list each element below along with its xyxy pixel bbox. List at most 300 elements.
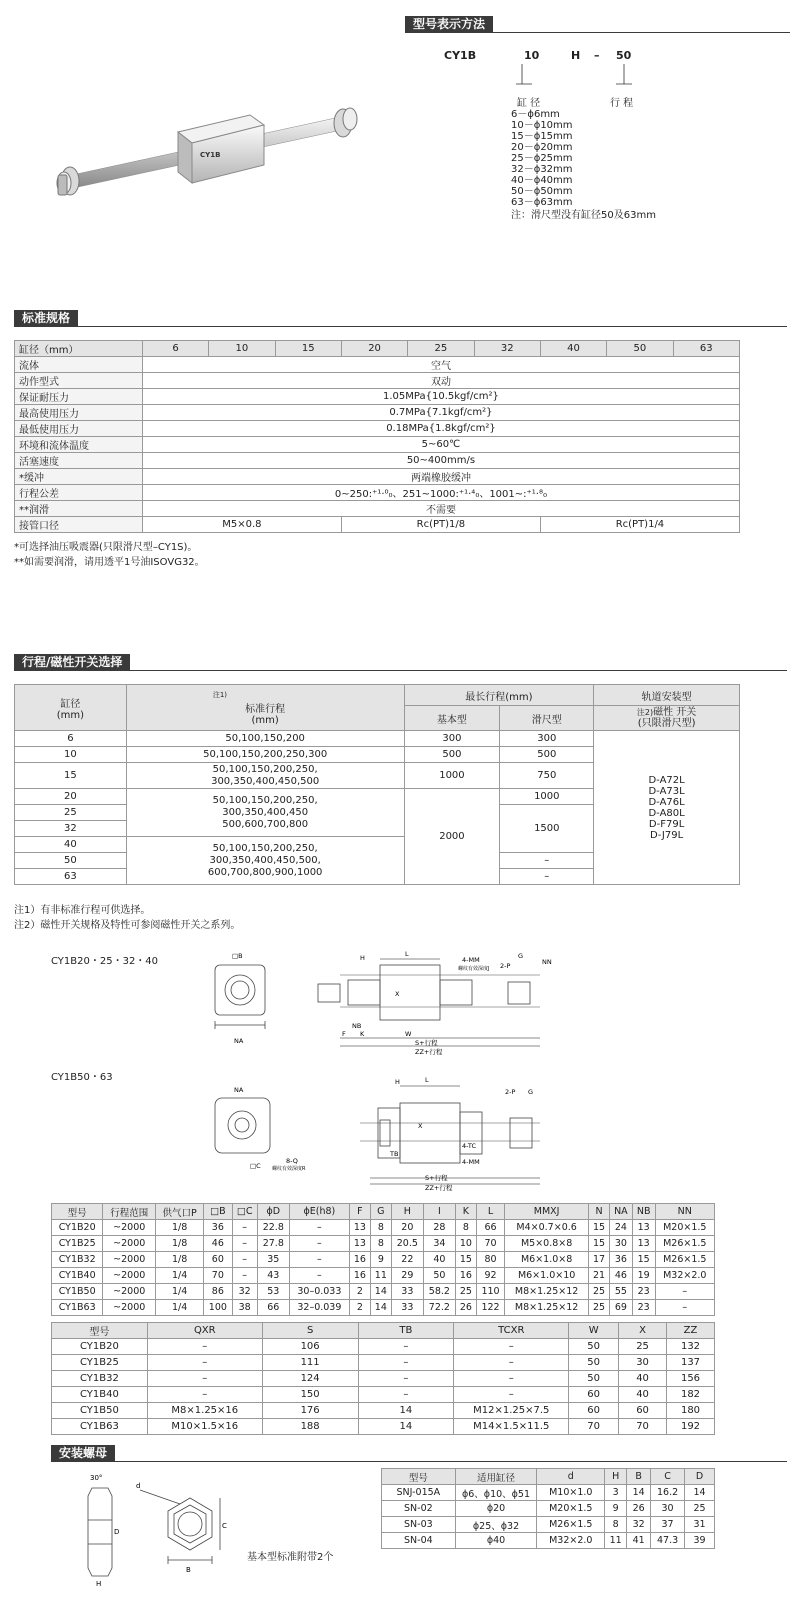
table-row <box>52 1284 715 1300</box>
cell: 70 <box>476 1236 504 1252</box>
cell: 30–0.033 <box>289 1284 349 1300</box>
dim-label: X <box>418 1122 423 1130</box>
cell: 1/4 <box>156 1284 204 1300</box>
cell: 36 <box>609 1252 632 1268</box>
header-cell: W <box>569 1323 619 1339</box>
table-row <box>15 517 740 533</box>
header-cell: 基本型 <box>404 706 500 731</box>
section-title: 行程/磁性开关选择 <box>14 654 130 670</box>
table-row <box>52 1371 715 1387</box>
cell: M6×1.0×8 <box>505 1252 589 1268</box>
cell: – <box>289 1220 349 1236</box>
cell: 25 <box>589 1300 610 1316</box>
cell: CY1B50 <box>52 1403 148 1419</box>
dim-label: G <box>518 952 524 960</box>
cell: ~2000 <box>103 1220 156 1236</box>
row-value: M5×0.8 <box>142 517 341 533</box>
model-section-header <box>405 16 790 32</box>
cell: CY1B32 <box>52 1371 148 1387</box>
header-cell: 供气口P <box>156 1204 204 1220</box>
cell: 21 <box>589 1268 610 1284</box>
cell: ~2000 <box>103 1236 156 1252</box>
model-stroke: 50 <box>616 49 632 62</box>
header-cell: 40 <box>540 341 606 357</box>
switch-item: D-A72L <box>648 774 685 786</box>
cell: 70 <box>619 1419 667 1435</box>
header-cell: 型号 <box>52 1204 103 1220</box>
bore-label: 缸 径 <box>517 98 541 109</box>
cell: 34 <box>423 1236 455 1252</box>
cell: M26×1.5 <box>655 1236 714 1252</box>
cell: 47.3 <box>651 1533 685 1549</box>
table-row <box>15 357 740 373</box>
cell: 8 <box>370 1236 391 1252</box>
dim-label: 2-P <box>505 1088 516 1096</box>
cell: 14 <box>370 1284 391 1300</box>
dim-label: TB <box>390 1150 399 1158</box>
cell: 40 <box>619 1387 667 1403</box>
cell: 28 <box>423 1220 455 1236</box>
cell: 50,100,150,200 <box>126 731 404 747</box>
cell: ~2000 <box>103 1284 156 1300</box>
cell: 22 <box>391 1252 423 1268</box>
note-marker: 注2) <box>636 708 654 718</box>
dim-label: L <box>425 1076 429 1084</box>
row-value: Rc(PT)1/8 <box>341 517 540 533</box>
cell: 15 <box>589 1220 610 1236</box>
header-cell: MMXJ <box>505 1204 589 1220</box>
cell: CY1B20 <box>52 1339 148 1355</box>
section-title: 标准规格 <box>14 310 78 326</box>
header-cell: 缸径（mm） <box>15 341 143 357</box>
cell: 16 <box>455 1268 476 1284</box>
header-cell: TCXR <box>454 1323 569 1339</box>
bore-item: 10－ϕ10mm <box>511 120 573 131</box>
cell: – <box>289 1268 349 1284</box>
cell: CY1B32 <box>52 1252 103 1268</box>
cell: 46 <box>609 1268 632 1284</box>
cell: – <box>232 1268 257 1284</box>
cell: 11 <box>605 1533 627 1549</box>
cell: 33 <box>391 1284 423 1300</box>
table-row <box>15 389 740 405</box>
cell: 60 <box>204 1252 232 1268</box>
cell: 27.8 <box>257 1236 289 1252</box>
cell: 29 <box>391 1268 423 1284</box>
header-cell: ϕE(h8) <box>289 1204 349 1220</box>
cell: – <box>289 1252 349 1268</box>
header-cell: D <box>685 1469 715 1485</box>
cell: 1/4 <box>156 1268 204 1284</box>
cell: 8 <box>605 1517 627 1533</box>
table-row <box>15 731 740 747</box>
cell: 60 <box>569 1403 619 1419</box>
cell: 300 <box>404 731 500 747</box>
header-cell: 型号 <box>382 1469 456 1485</box>
cell-line: 500,600,700,800 <box>222 818 309 830</box>
row-value: 1.05MPa{10.5kgf/cm²} <box>142 389 739 405</box>
cell: CY1B50 <box>52 1284 103 1300</box>
header-text: 磁性 开关 <box>653 707 697 719</box>
switch-item: D-F79L <box>648 818 685 830</box>
table-row <box>15 421 740 437</box>
cell: 1000 <box>500 789 594 805</box>
cell: – <box>500 853 594 869</box>
cell: 150 <box>262 1387 358 1403</box>
cell: 35 <box>257 1252 289 1268</box>
dim-label: NN <box>542 958 552 966</box>
cell: 17 <box>589 1252 610 1268</box>
cell: 19 <box>632 1268 655 1284</box>
cell: 60 <box>569 1387 619 1403</box>
cell: 40 <box>15 837 127 853</box>
dim-label: F <box>342 1030 346 1038</box>
table-row <box>52 1339 715 1355</box>
cell: M26×1.5 <box>537 1517 605 1533</box>
cell: 10 <box>15 747 127 763</box>
header-cell: K <box>455 1204 476 1220</box>
cell: 25 <box>455 1284 476 1300</box>
table-row <box>382 1485 715 1501</box>
cell: 137 <box>667 1355 715 1371</box>
cell: 66 <box>476 1220 504 1236</box>
cell: – <box>147 1355 262 1371</box>
table-header-row <box>15 685 740 706</box>
cell: CY1B40 <box>52 1268 103 1284</box>
cell: – <box>147 1371 262 1387</box>
cell: ~2000 <box>103 1268 156 1284</box>
cell: 39 <box>685 1533 715 1549</box>
cell: 32 <box>627 1517 651 1533</box>
table-row <box>15 373 740 389</box>
table-header-row <box>382 1469 715 1485</box>
cell: SNJ-015A <box>382 1485 456 1501</box>
table-row <box>52 1300 715 1316</box>
cell: 55 <box>609 1284 632 1300</box>
bore-item: 25－ϕ25mm <box>511 153 573 164</box>
cell: 50 <box>569 1355 619 1371</box>
row-label: 环境和流体温度 <box>15 437 143 453</box>
cell: 2 <box>349 1284 370 1300</box>
dim-label: 4-MM <box>462 956 480 964</box>
cell: ϕ40 <box>455 1533 537 1549</box>
cell: 23 <box>632 1284 655 1300</box>
table-row <box>52 1387 715 1403</box>
cell: 8 <box>370 1220 391 1236</box>
cell: 500 <box>500 747 594 763</box>
header-cell <box>15 685 127 731</box>
cell <box>126 837 404 885</box>
dim-label: 4-MM <box>462 1158 480 1166</box>
header-cell: ϕD <box>257 1204 289 1220</box>
cell: 1/8 <box>156 1220 204 1236</box>
cell: 70 <box>204 1268 232 1284</box>
cell-line: 300,350,400,450,500 <box>211 775 320 787</box>
dim-label: L <box>405 950 409 958</box>
dim-label: G <box>528 1088 534 1096</box>
cell: 14 <box>370 1300 391 1316</box>
cell: M32×2.0 <box>537 1533 605 1549</box>
cell <box>126 789 404 837</box>
cell: – <box>232 1252 257 1268</box>
dim-label: 4-TC <box>462 1142 477 1150</box>
cell: 25 <box>685 1501 715 1517</box>
dimension-table-2 <box>51 1322 715 1435</box>
cell: 16 <box>349 1252 370 1268</box>
cell: 15 <box>455 1252 476 1268</box>
header-text: 缸径 <box>60 698 81 710</box>
cell-line: 50,100,150,200,250, <box>212 842 318 854</box>
header-cell: 10 <box>209 341 275 357</box>
cell: 50 <box>423 1268 455 1284</box>
dim-label: d <box>136 1482 141 1490</box>
cell: 80 <box>476 1252 504 1268</box>
dim-label: B <box>186 1566 191 1574</box>
header-cell: NN <box>655 1204 714 1220</box>
model-bore: 10 <box>524 49 540 62</box>
cell <box>126 763 404 789</box>
table-row <box>382 1533 715 1549</box>
header-cell: 25 <box>408 341 474 357</box>
cell: 750 <box>500 763 594 789</box>
dim-label: □B <box>232 952 243 960</box>
cell: 15 <box>632 1252 655 1268</box>
cell: 24 <box>609 1220 632 1236</box>
cell: 25 <box>15 805 127 821</box>
cell: 13 <box>349 1236 370 1252</box>
table-row <box>15 469 740 485</box>
cell: 2000 <box>404 789 500 885</box>
header-cell: 行程范围 <box>103 1204 156 1220</box>
cell: 1/8 <box>156 1236 204 1252</box>
cell: 11 <box>370 1268 391 1284</box>
dim-label: 2-P <box>500 962 511 970</box>
header-cell: 轨道安装型 <box>594 685 740 706</box>
header-cell: X <box>619 1323 667 1339</box>
cell: M10×1.0 <box>537 1485 605 1501</box>
cell: 31 <box>685 1517 715 1533</box>
cylinder-illustration <box>50 95 370 210</box>
table-row <box>15 405 740 421</box>
cell: 300 <box>500 731 594 747</box>
table-row <box>52 1236 715 1252</box>
dim-label: W <box>405 1030 412 1038</box>
cell: 92 <box>476 1268 504 1284</box>
cell: 132 <box>667 1339 715 1355</box>
header-cell: I <box>423 1204 455 1220</box>
cell: – <box>358 1371 454 1387</box>
cell: 58.2 <box>423 1284 455 1300</box>
cell: 60 <box>619 1403 667 1419</box>
row-value: 5~60℃ <box>142 437 739 453</box>
stroke-label: 行 程 <box>610 98 634 109</box>
row-label: 最低使用压力 <box>15 421 143 437</box>
dimension-table-1 <box>51 1203 715 1316</box>
model-dash: – <box>594 49 600 62</box>
cell: – <box>232 1236 257 1252</box>
cell: CY1B25 <box>52 1355 148 1371</box>
cell: 9 <box>370 1252 391 1268</box>
cell: CY1B63 <box>52 1419 148 1435</box>
cell: 50 <box>569 1371 619 1387</box>
header-cell: 最长行程(mm) <box>404 685 594 706</box>
header-text: (mm) <box>251 714 279 726</box>
cell: CY1B25 <box>52 1236 103 1252</box>
cell: 32 <box>232 1284 257 1300</box>
drawing-cy1b20-40 <box>200 950 580 1060</box>
header-cell: 15 <box>275 341 341 357</box>
cell: 26 <box>455 1300 476 1316</box>
cell: M12×1.25×7.5 <box>454 1403 569 1419</box>
divider <box>51 1461 787 1462</box>
dim-label: 30° <box>90 1474 103 1482</box>
header-cell: 32 <box>474 341 540 357</box>
cell: M8×1.25×12 <box>505 1300 589 1316</box>
cell: ϕ25、ϕ32 <box>455 1517 537 1533</box>
row-value: 不需要 <box>142 501 739 517</box>
cell: – <box>454 1371 569 1387</box>
cell: – <box>358 1355 454 1371</box>
header-cell: TB <box>358 1323 454 1339</box>
cell: 32–0.039 <box>289 1300 349 1316</box>
cell: 13 <box>632 1236 655 1252</box>
cell: M5×0.8×8 <box>505 1236 589 1252</box>
cell: 69 <box>609 1300 632 1316</box>
header-cell: 适用缸径 <box>455 1469 537 1485</box>
nut-section-header <box>51 1445 787 1461</box>
table-row <box>15 437 740 453</box>
row-value: 两端橡胶缓冲 <box>142 469 739 485</box>
dim-label: S+行程 <box>415 1039 438 1047</box>
table-row <box>382 1501 715 1517</box>
cell: – <box>358 1387 454 1403</box>
header-cell: □C <box>232 1204 257 1220</box>
header-cell: NB <box>632 1204 655 1220</box>
row-value: 空气 <box>142 357 739 373</box>
model-prefix: CY1B <box>444 49 477 62</box>
bore-item: 50－ϕ50mm <box>511 186 573 197</box>
drawing-label: CY1B50・63 <box>51 1072 113 1083</box>
cell: 40 <box>619 1371 667 1387</box>
cell: 13 <box>349 1220 370 1236</box>
model-mount: H <box>571 49 581 62</box>
stroke-section-header <box>14 654 787 670</box>
cell: M20×1.5 <box>655 1220 714 1236</box>
bore-item: 15－ϕ15mm <box>511 131 573 142</box>
switch-item: D-A76L <box>648 796 685 808</box>
header-cell: H <box>605 1469 627 1485</box>
cell: 124 <box>262 1371 358 1387</box>
cell-line: 50,100,150,200,250, <box>212 763 318 775</box>
cell: 16 <box>349 1268 370 1284</box>
cell: M10×1.5×16 <box>147 1419 262 1435</box>
header-cell: H <box>391 1204 423 1220</box>
header-cell: ZZ <box>667 1323 715 1339</box>
cell: 20.5 <box>391 1236 423 1252</box>
switch-list <box>594 731 740 885</box>
cell: 176 <box>262 1403 358 1419</box>
row-label: 接管口径 <box>15 517 143 533</box>
spec-notes <box>14 540 205 570</box>
cell: – <box>454 1387 569 1403</box>
dim-label: K <box>360 1030 365 1038</box>
table-row <box>15 453 740 469</box>
table-row <box>52 1252 715 1268</box>
cell: 86 <box>204 1284 232 1300</box>
drawing-label: CY1B20・25・32・40 <box>51 956 159 967</box>
header-cell: NA <box>609 1204 632 1220</box>
dim-label: □C <box>250 1162 261 1170</box>
header-text: (mm) <box>56 709 85 721</box>
bore-note: 注：滑尺型没有缸径50及63mm <box>511 210 656 221</box>
bore-item: 40－ϕ40mm <box>511 175 573 186</box>
row-label: 保证耐压力 <box>15 389 143 405</box>
table-header-row <box>15 341 740 357</box>
header-text: 标准行程 <box>245 703 286 715</box>
cell: 40 <box>423 1252 455 1268</box>
cell: M26×1.5 <box>655 1252 714 1268</box>
row-value: 0.7MPa{7.1kgf/cm²} <box>142 405 739 421</box>
cell: 25 <box>589 1284 610 1300</box>
cell: 53 <box>257 1284 289 1300</box>
table-row <box>52 1268 715 1284</box>
brand-logo: CY1B <box>200 151 221 159</box>
header-cell <box>594 706 740 731</box>
cell: 14 <box>358 1419 454 1435</box>
cell: – <box>655 1300 714 1316</box>
table-row <box>15 485 740 501</box>
cell: 20 <box>391 1220 423 1236</box>
model-bracket-lines <box>510 62 640 92</box>
header-cell: F <box>349 1204 370 1220</box>
cell: M4×0.7×0.6 <box>505 1220 589 1236</box>
bore-list <box>511 109 656 221</box>
cell: 192 <box>667 1419 715 1435</box>
stroke-table <box>14 684 740 885</box>
switch-item: D-A80L <box>648 807 685 819</box>
row-label: *缓冲 <box>15 469 143 485</box>
cell: ~2000 <box>103 1252 156 1268</box>
cell: 106 <box>262 1339 358 1355</box>
table-header-row <box>52 1204 715 1220</box>
header-cell: □B <box>204 1204 232 1220</box>
header-cell: L <box>476 1204 504 1220</box>
cell: CY1B40 <box>52 1387 148 1403</box>
cell: SN-02 <box>382 1501 456 1517</box>
cell: 1500 <box>500 805 594 853</box>
dim-label: S+行程 <box>425 1174 448 1182</box>
switch-item: D-A73L <box>648 785 685 797</box>
bore-item: 6－ϕ6mm <box>511 109 560 120</box>
table-row <box>15 501 740 517</box>
table-row <box>52 1220 715 1236</box>
spec-section-header <box>14 310 787 326</box>
section-title: 安装螺母 <box>51 1445 115 1461</box>
cell: – <box>454 1339 569 1355</box>
cell: 1/4 <box>156 1300 204 1316</box>
cell: 37 <box>651 1517 685 1533</box>
cell: 156 <box>667 1371 715 1387</box>
cell: M6×1.0×10 <box>505 1268 589 1284</box>
dim-label: NA <box>234 1037 244 1045</box>
cell: 111 <box>262 1355 358 1371</box>
cell: 13 <box>632 1220 655 1236</box>
cell-line: 300,350,400,450,500, <box>209 854 321 866</box>
table-row <box>52 1419 715 1435</box>
dim-label: C <box>222 1522 227 1530</box>
cell: 25 <box>619 1339 667 1355</box>
header-cell: C <box>651 1469 685 1485</box>
